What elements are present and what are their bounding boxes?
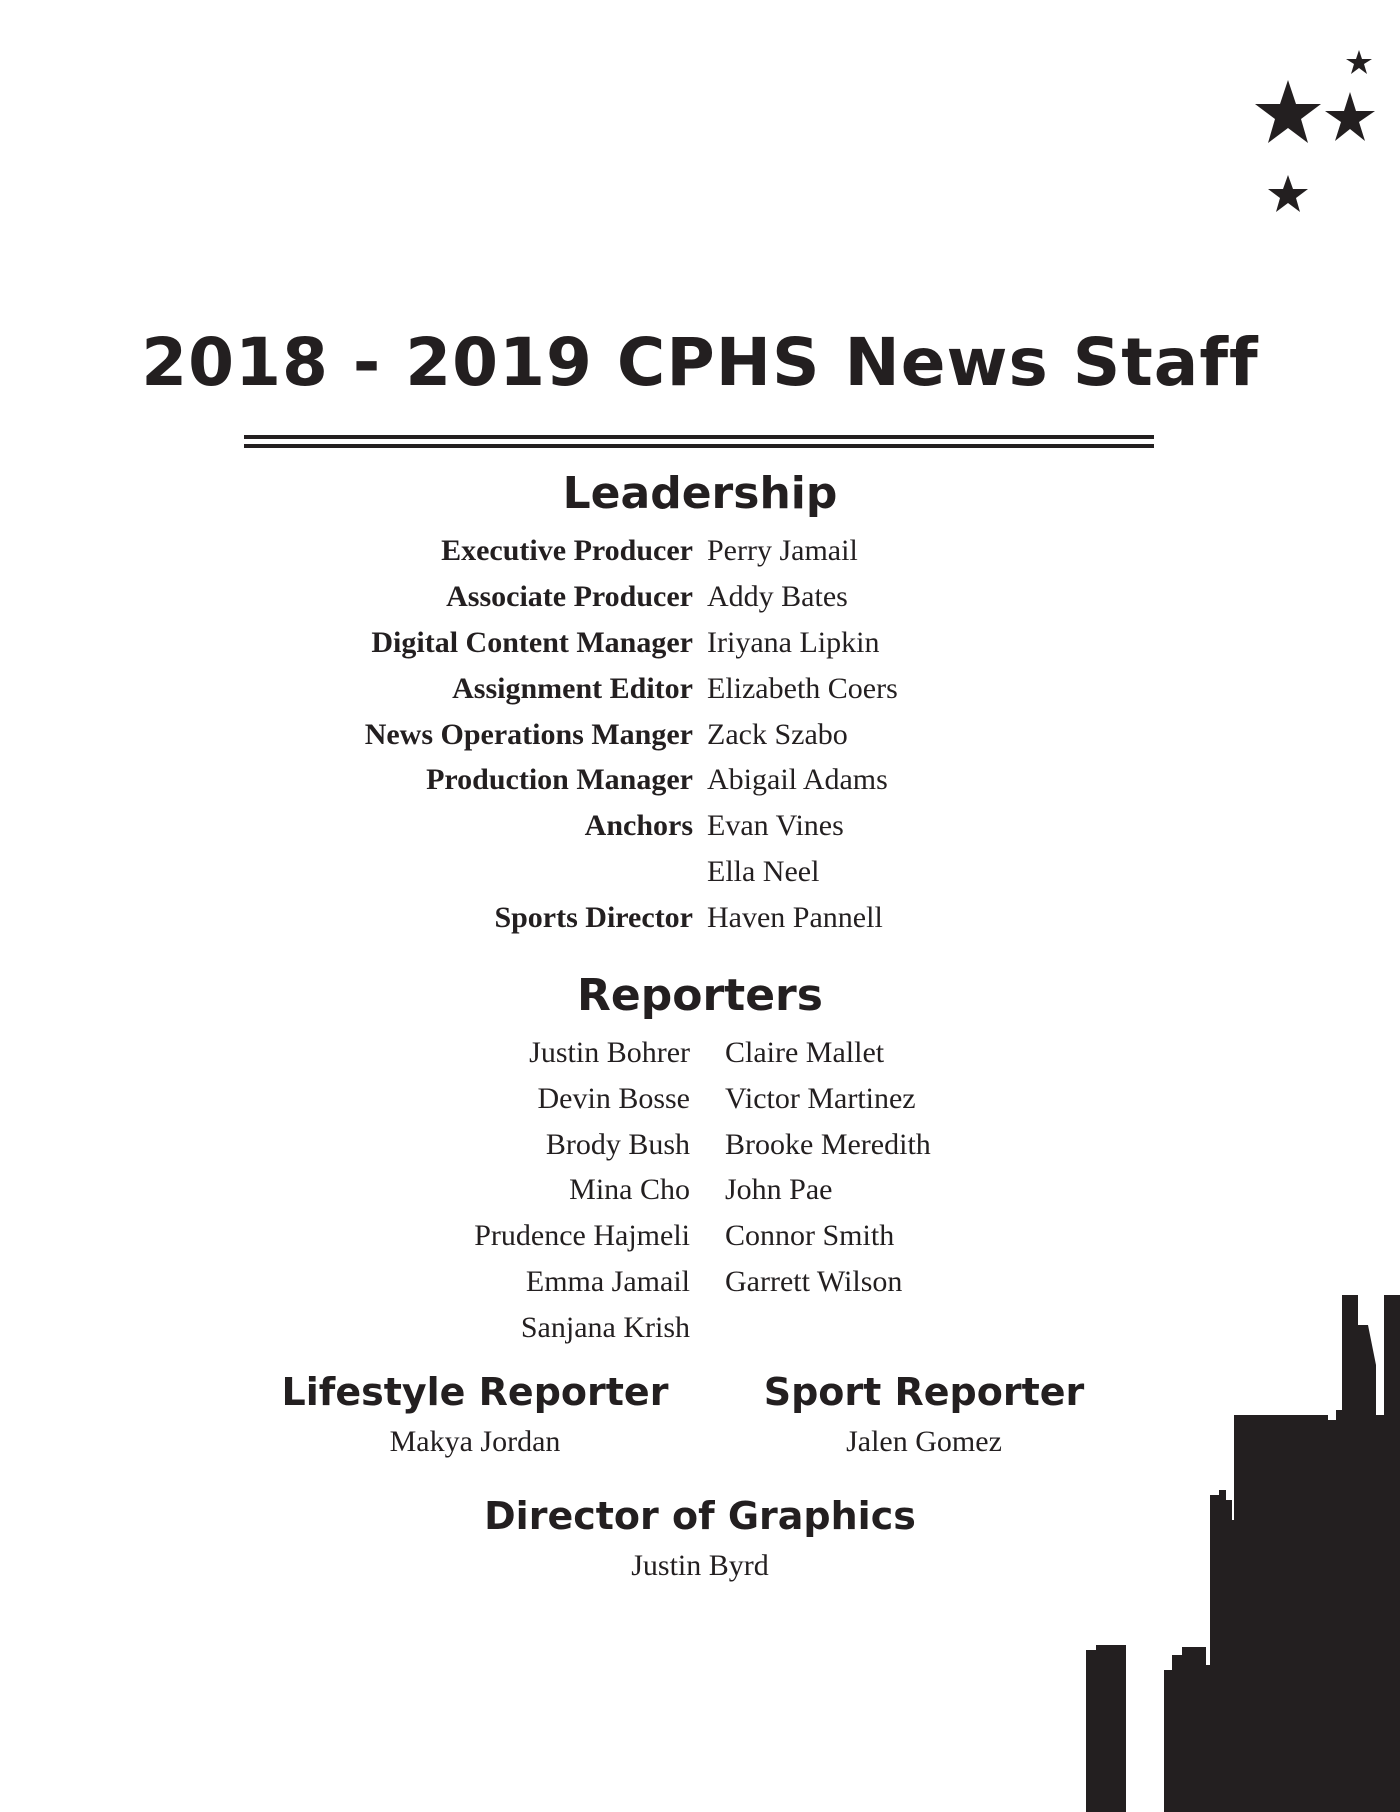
role-label: Production Manager bbox=[426, 763, 693, 797]
staff-name: Ella Neel bbox=[707, 855, 820, 889]
leadership-row bbox=[0, 757, 1400, 803]
reporter-name: Brooke Meredith bbox=[725, 1127, 931, 1161]
sport-reporter-name: Jalen Gomez bbox=[846, 1425, 1002, 1458]
star-small-icon bbox=[1346, 50, 1372, 74]
reporter-name: Claire Mallet bbox=[725, 1036, 885, 1069]
sport-reporter-heading: Sport Reporter bbox=[763, 1370, 1085, 1414]
staff-name: Addy Bates bbox=[707, 579, 848, 613]
leadership-list bbox=[0, 528, 1400, 941]
reporter-name: Garrett Wilson bbox=[725, 1264, 903, 1298]
reporter-name: John Pae bbox=[725, 1173, 833, 1207]
stars-icon bbox=[1245, 40, 1395, 230]
reporter-name: Devin Bosse bbox=[537, 1081, 690, 1115]
city-skyline-icon bbox=[1086, 1295, 1400, 1812]
title-divider-bottom bbox=[244, 444, 1154, 448]
leadership-row bbox=[0, 849, 1400, 895]
staff-name: Elizabeth Coers bbox=[707, 671, 898, 705]
reporter-name: Emma Jamail bbox=[525, 1264, 690, 1298]
title-divider-top bbox=[244, 435, 1154, 439]
role-label: Sports Director bbox=[494, 901, 693, 935]
leadership-row bbox=[0, 620, 1400, 666]
leadership-row bbox=[0, 528, 1400, 574]
role-label: Assignment Editor bbox=[452, 671, 693, 705]
reporters-right-column bbox=[725, 1030, 931, 1305]
reporter-name: Brody Bush bbox=[545, 1127, 690, 1161]
staff-name: Perry Jamail bbox=[707, 534, 858, 567]
reporter-name: Connor Smith bbox=[725, 1219, 895, 1253]
reporter-name: Sanjana Krish bbox=[520, 1310, 690, 1344]
star-large-icon bbox=[1255, 80, 1321, 143]
reporter-name: Victor Martinez bbox=[725, 1081, 916, 1115]
role-label: Executive Producer bbox=[441, 534, 693, 567]
lifestyle-reporter-name: Makya Jordan bbox=[389, 1425, 561, 1458]
graphics-director-name: Justin Byrd bbox=[631, 1549, 769, 1582]
role-label: Anchors bbox=[584, 809, 693, 843]
graphics-director-heading: Director of Graphics bbox=[484, 1494, 916, 1538]
leadership-row bbox=[0, 712, 1400, 758]
staff-name: Iriyana Lipkin bbox=[707, 625, 880, 659]
staff-name: Haven Pannell bbox=[707, 901, 883, 935]
reporters-left-column bbox=[474, 1030, 690, 1351]
reporter-name: Mina Cho bbox=[569, 1173, 690, 1207]
leadership-row bbox=[0, 803, 1400, 849]
staff-name: Evan Vines bbox=[707, 809, 844, 843]
reporters-heading: Reporters bbox=[577, 970, 823, 1021]
reporter-name: Prudence Hajmeli bbox=[474, 1219, 690, 1253]
role-label: News Operations Manger bbox=[364, 717, 693, 751]
staff-name: Zack Szabo bbox=[707, 717, 848, 751]
staff-name: Abigail Adams bbox=[707, 763, 888, 797]
leadership-row bbox=[0, 666, 1400, 712]
reporter-name: Justin Bohrer bbox=[529, 1036, 690, 1069]
star-medium-icon bbox=[1325, 92, 1375, 141]
leadership-heading: Leadership bbox=[562, 468, 838, 519]
page-title: 2018 - 2019 CPHS News Staff bbox=[141, 324, 1259, 401]
role-label: Associate Producer bbox=[446, 579, 693, 613]
leadership-row bbox=[0, 895, 1400, 941]
star-bottom-icon bbox=[1268, 175, 1308, 212]
lifestyle-reporter-heading: Lifestyle Reporter bbox=[281, 1370, 669, 1414]
role-label: Digital Content Manager bbox=[371, 625, 693, 659]
leadership-row bbox=[0, 574, 1400, 620]
